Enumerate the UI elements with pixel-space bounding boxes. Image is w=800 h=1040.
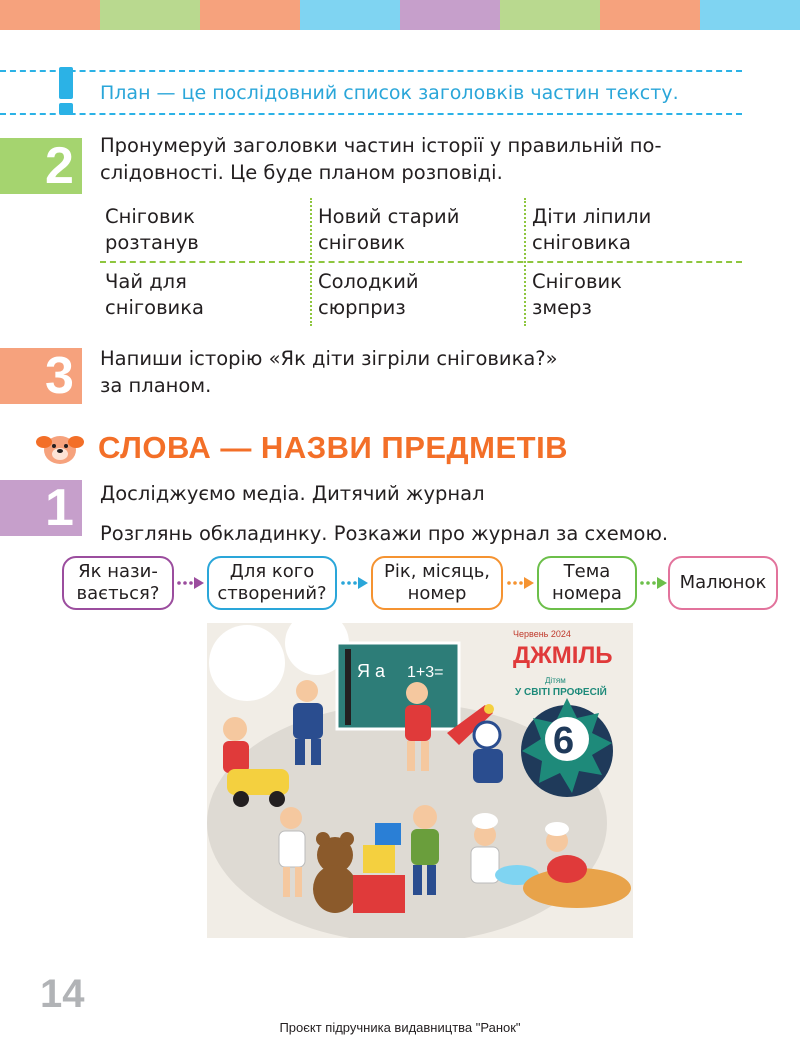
cover-issue-number: 6 — [553, 720, 575, 762]
headings-table — [100, 198, 742, 326]
section-title: СЛОВА — НАЗВИ ПРЕДМЕТІВ — [98, 430, 569, 465]
task-number-label: 3 — [45, 347, 74, 405]
strip-segment — [700, 0, 800, 30]
strip-segment — [600, 0, 700, 30]
scheme-step-date-number: Рік, місяць, номер — [371, 556, 503, 610]
cover-date: Червень 2024 — [513, 629, 571, 639]
task-1-line-1: Досліджуємо медіа. Дитячий журнал — [100, 482, 485, 505]
heading-cell: Діти ліпили сніговика — [532, 205, 652, 254]
heading-cell: Сніговик змерз — [532, 270, 622, 319]
arrow-icon — [339, 574, 369, 592]
strip-segment — [400, 0, 500, 30]
strip-segment — [300, 0, 400, 30]
notice-text: План — це послідовний список заголовків частин тексту. — [100, 82, 679, 104]
cover-title: ДЖМІЛЬ — [513, 642, 613, 669]
task-number-2 — [0, 138, 82, 194]
heading-cell: Солодкий сюрприз — [318, 270, 419, 319]
notice-bottom-line — [0, 113, 742, 115]
cover-subtitle-small: Дітям — [545, 676, 566, 685]
footer-text: Проєкт підручника видавництва "Ранок" — [279, 1020, 521, 1035]
task-2-text: Пронумеруй заголовки частин історії у правильній по- слідовності. Це буде планом розповіді. — [100, 134, 662, 184]
strip-segment — [0, 0, 100, 30]
dog-face-icon — [36, 430, 84, 466]
heading-cell: Чай для сніговика — [105, 270, 204, 319]
strip-segment — [100, 0, 200, 30]
arrow-icon — [175, 574, 205, 592]
task-number-3 — [0, 348, 82, 404]
arrow-icon — [505, 574, 535, 592]
magazine-cover — [207, 623, 633, 938]
heading-cell: Сніговик розтанув — [105, 205, 199, 254]
heading-cell: Новий старий сніговик — [318, 205, 460, 254]
scheme-step-audience: Для кого створений? — [207, 556, 337, 610]
scheme-step-theme: Тема номера — [537, 556, 637, 610]
board-sum: 1+3= — [407, 664, 444, 681]
notice-top-line — [0, 70, 742, 72]
task-3-text: Напиши історію «Як діти зігріли сніговика?» за планом. — [100, 347, 558, 397]
strip-segment — [200, 0, 300, 30]
task-1-line-2: Розглянь обкладинку. Розкажи про журнал за схемою. — [100, 522, 669, 545]
magazine-cover-illustration — [207, 623, 633, 938]
cover-subtitle: У СВІТІ ПРОФЕСІЙ — [515, 687, 607, 698]
page-number: 14 — [40, 972, 85, 1016]
top-color-strip — [0, 0, 800, 30]
task-number-label: 1 — [45, 479, 74, 537]
strip-segment — [500, 0, 600, 30]
task-number-1 — [0, 480, 82, 536]
scheme-step-name: Як нази- вається? — [62, 556, 174, 610]
board-letters: Я а — [357, 661, 386, 681]
arrow-icon — [638, 574, 668, 592]
exclamation-icon — [56, 67, 76, 115]
scheme-step-picture: Малюнок — [668, 556, 778, 610]
task-number-label: 2 — [45, 137, 74, 195]
